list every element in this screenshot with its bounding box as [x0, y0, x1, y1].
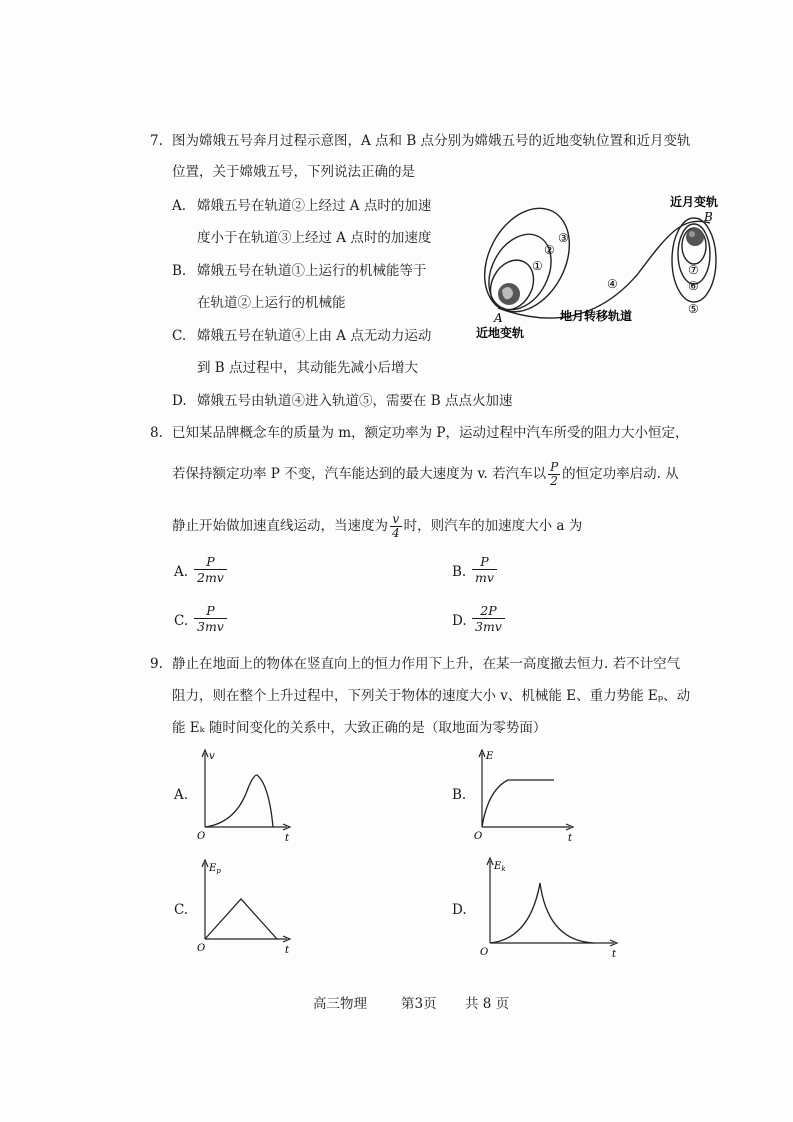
orbit-label-1: ①: [532, 259, 543, 273]
q8-option-a-den: 2mv: [197, 570, 224, 585]
q8-option-d-fraction: [472, 603, 505, 634]
graph-b-y-label: E: [486, 751, 494, 762]
q8-option-c-num: P: [194, 603, 227, 619]
orbit-label-7: ⑦: [688, 263, 699, 277]
near-moon-label: 近月变轨: [670, 195, 719, 209]
q7-option-b-line1: 嫦娥五号在轨道①上运行的机械能等于: [197, 263, 427, 279]
q8-option-a-label: A.: [174, 564, 189, 580]
q9-graph-d-label: D.: [452, 902, 467, 918]
q8-option-b-fraction: [472, 554, 497, 585]
q8-option-a-num: P: [194, 554, 227, 570]
q7-option-b-label: B.: [172, 263, 187, 279]
q7-option-d-label: D.: [172, 393, 187, 409]
q8-frac1-den: 2: [550, 474, 558, 488]
graph-a-origin: O: [197, 831, 206, 842]
q8-line3-b: 时，则汽车的加速度大小 a 为: [403, 518, 583, 534]
orbit-label-5: ⑤: [688, 302, 699, 316]
q8-option-d-num: 2P: [472, 603, 505, 619]
q7-option-c-label: C.: [172, 328, 187, 344]
q9-line2: 阻力，则在整个上升过程中，下列关于物体的速度大小 v、机械能 E、重力势能 Eₚ、动: [172, 688, 691, 704]
q8-option-c-den: 3mv: [197, 619, 224, 634]
graph-a-x-label: t: [285, 833, 290, 844]
graph-d-curve: [490, 883, 594, 943]
graph-b-x-label: t: [568, 833, 573, 844]
q9-graph-c-label: C.: [174, 902, 189, 918]
moon-icon: [686, 228, 704, 246]
graph-b-curve: [482, 780, 554, 827]
point-a-label: A: [494, 311, 503, 325]
orbit-3: [468, 194, 587, 327]
q9-graph-c: [195, 855, 300, 960]
q7-option-c-line1: 嫦娥五号在轨道④上由 A 点无动力运动: [197, 328, 432, 344]
near-earth-label: 近地变轨: [476, 326, 525, 340]
q7-option-b-line2: 在轨道②上运行的机械能: [197, 295, 346, 311]
q9-line3: 能 Eₖ 随时间变化的关系中，大致正确的是（取地面为零势面）: [172, 720, 547, 736]
graph-c-x-label: t: [285, 945, 290, 956]
q9-graph-b: [472, 745, 582, 845]
q9-graph-b-label: B.: [452, 787, 467, 803]
graph-c-curve: [205, 899, 277, 939]
q8-option-d-label: D.: [452, 613, 467, 629]
q7-option-d-line1: 嫦娥五号由轨道④进入轨道⑤，需要在 B 点点火加速: [197, 393, 513, 409]
q7-option-a-label: A.: [172, 198, 187, 214]
graph-d-y-label: $E_k$: [494, 861, 506, 873]
graph-d-origin: O: [480, 947, 489, 958]
q8-option-b-num: P: [472, 554, 497, 570]
q8-number: 8.: [150, 425, 163, 441]
footer-subject: 高三物理: [313, 996, 367, 1012]
q8-line2-b: 的恒定功率启动. 从: [562, 466, 679, 482]
q8-line3: [172, 513, 582, 540]
orbit-label-2: ②: [544, 243, 555, 257]
q7-option-a-line2: 度小于在轨道③上经过 A 点时的加速度: [197, 230, 432, 246]
q8-option-d-den: 3mv: [475, 619, 502, 634]
orbit-label-4: ④: [607, 277, 618, 291]
point-b-label: B: [704, 210, 713, 224]
transfer-label: 地月转移轨道: [560, 309, 633, 323]
orbit-diagram: [462, 190, 742, 350]
q8-line1: 已知某品牌概念车的质量为 m，额定功率为 P，运动过程中汽车所受的阻力大小恒定，: [172, 425, 689, 441]
q7-stem-line1: 图为嫦娥五号奔月过程示意图，A 点和 B 点分别为嫦娥五号的近地变轨位置和近月变轨: [172, 133, 691, 149]
q9-number: 9.: [150, 656, 163, 672]
moon-crater-icon: [689, 231, 695, 237]
orbit-label-6: ⑥: [688, 279, 699, 293]
q8-option-a-fraction: [194, 554, 227, 585]
q9-graph-d: [478, 853, 628, 963]
q8-line3-a: 静止开始做加速直线运动，当速度为: [172, 518, 388, 534]
q8-frac1-num: P: [550, 460, 559, 474]
footer-total: 共 8 页: [465, 996, 510, 1012]
graph-a-curve: [205, 775, 273, 827]
graph-d-x-label: t: [612, 949, 617, 960]
graph-b-origin: O: [474, 831, 483, 842]
q8-line2: [172, 461, 679, 488]
q7-option-c-line2: 到 B 点过程中，其动能先减小后增大: [197, 360, 419, 376]
q7-number: 7.: [150, 133, 163, 149]
q8-line2-a: 若保持额定功率 P 不变，汽车能达到的最大速度为 v. 若汽车以: [172, 466, 547, 482]
q8-fraction-v-over-4: [390, 513, 402, 540]
q8-frac2-num: v: [390, 513, 402, 527]
orbit-label-3: ③: [558, 231, 569, 245]
q8-frac2-den: 4: [392, 526, 400, 540]
q7-option-a-line1: 嫦娥五号在轨道②上经过 A 点时的加速: [197, 198, 432, 214]
q9-graph-a-label: A.: [174, 787, 189, 803]
q8-option-c-label: C.: [174, 613, 189, 629]
q7-stem-line2: 位置，关于嫦娥五号，下列说法正确的是: [172, 164, 415, 180]
footer-page: 第3页: [401, 996, 437, 1012]
q8-option-c-fraction: [194, 603, 227, 634]
q9-graph-a: [195, 745, 300, 845]
q8-option-b-label: B.: [452, 564, 467, 580]
graph-a-y-label: v: [209, 751, 215, 762]
q8-fraction-p-over-2: [548, 461, 560, 488]
graph-c-y-label: $E_p$: [209, 863, 221, 875]
q8-option-b-den: mv: [475, 570, 494, 585]
q9-line1: 静止在地面上的物体在竖直向上的恒力作用下上升，在某一高度撤去恒力. 若不计空气: [172, 656, 681, 672]
graph-c-origin: O: [197, 943, 206, 954]
